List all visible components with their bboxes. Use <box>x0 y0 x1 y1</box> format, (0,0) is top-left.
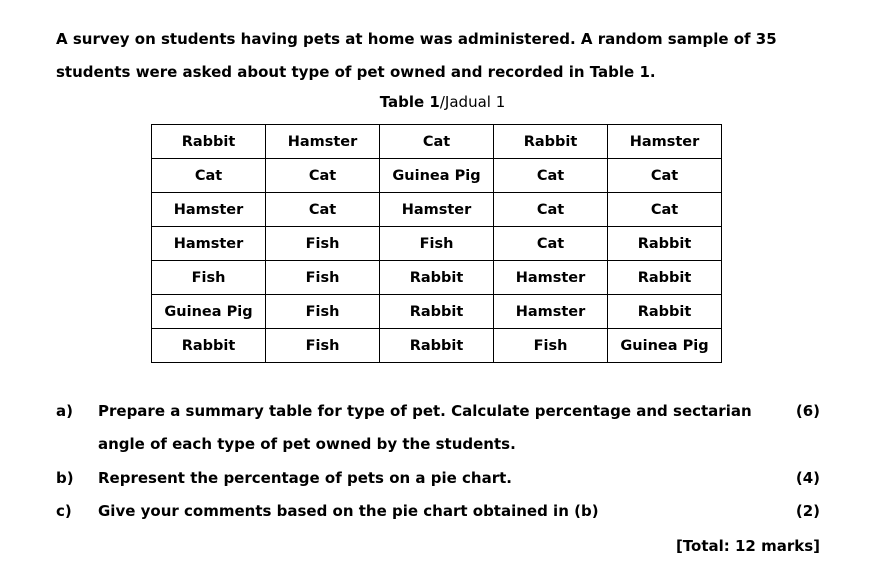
table-row <box>152 159 722 193</box>
table-caption <box>0 92 885 112</box>
table-cell: Fish <box>266 295 380 329</box>
table-cell: Rabbit <box>608 261 722 295</box>
total-marks: [Total: 12 marks] <box>675 537 820 555</box>
table-cell: Cat <box>608 193 722 227</box>
question-c <box>56 495 820 528</box>
table-cell: Hamster <box>494 295 608 329</box>
question-a-label: a) <box>56 402 73 420</box>
table-cell: Fish <box>494 329 608 363</box>
table-cell: Hamster <box>494 261 608 295</box>
table-cell: Cat <box>266 159 380 193</box>
question-b-text: Represent the percentage of pets on a pie chart. <box>98 469 512 487</box>
table-cell: Cat <box>494 227 608 261</box>
table-cell: Cat <box>494 193 608 227</box>
table-cell: Cat <box>266 193 380 227</box>
table-cell: Rabbit <box>380 261 494 295</box>
question-a <box>56 395 820 461</box>
survey-intro-text: A survey on students having pets at home was administered. A random sample of 35 students were asked about type of pet owned and recorded in Table 1. <box>56 30 777 81</box>
table-caption-label: Table 1 <box>379 93 440 111</box>
table-cell: Guinea Pig <box>608 329 722 363</box>
table-cell: Cat <box>608 159 722 193</box>
table-caption-translation: /Jadual 1 <box>439 93 506 111</box>
table-cell: Rabbit <box>152 125 266 159</box>
question-c-label: c) <box>56 502 72 520</box>
table-cell: Hamster <box>608 125 722 159</box>
table-cell: Hamster <box>380 193 494 227</box>
question-b <box>56 462 820 495</box>
table-cell: Hamster <box>152 227 266 261</box>
table-cell: Cat <box>494 159 608 193</box>
table-cell: Hamster <box>266 125 380 159</box>
table-cell: Fish <box>266 227 380 261</box>
table-cell: Rabbit <box>608 295 722 329</box>
pet-survey-table <box>151 124 722 363</box>
table-cell: Fish <box>266 261 380 295</box>
table-cell: Cat <box>152 159 266 193</box>
table-row <box>152 295 722 329</box>
table-cell: Rabbit <box>608 227 722 261</box>
table-cell: Cat <box>380 125 494 159</box>
table-cell: Fish <box>266 329 380 363</box>
table-row <box>152 193 722 227</box>
question-b-label: b) <box>56 469 74 487</box>
table-cell: Rabbit <box>380 295 494 329</box>
question-c-text: Give your comments based on the pie chart obtained in (b) <box>98 502 599 520</box>
question-a-text: Prepare a summary table for type of pet. Calculate percentage and sectarian angle of each type of pet owned by the students. <box>98 402 752 453</box>
table-row <box>152 125 722 159</box>
table-cell: Fish <box>152 261 266 295</box>
question-b-marks: (4) <box>795 469 820 487</box>
table-cell: Guinea Pig <box>152 295 266 329</box>
question-c-marks: (2) <box>795 502 820 520</box>
table-cell: Fish <box>380 227 494 261</box>
question-a-marks: (6) <box>795 402 820 420</box>
table-row <box>152 227 722 261</box>
table-cell: Rabbit <box>380 329 494 363</box>
table-row <box>152 261 722 295</box>
table-cell: Rabbit <box>494 125 608 159</box>
table-cell: Rabbit <box>152 329 266 363</box>
table-row <box>152 329 722 363</box>
table-cell: Hamster <box>152 193 266 227</box>
table-cell: Guinea Pig <box>380 159 494 193</box>
